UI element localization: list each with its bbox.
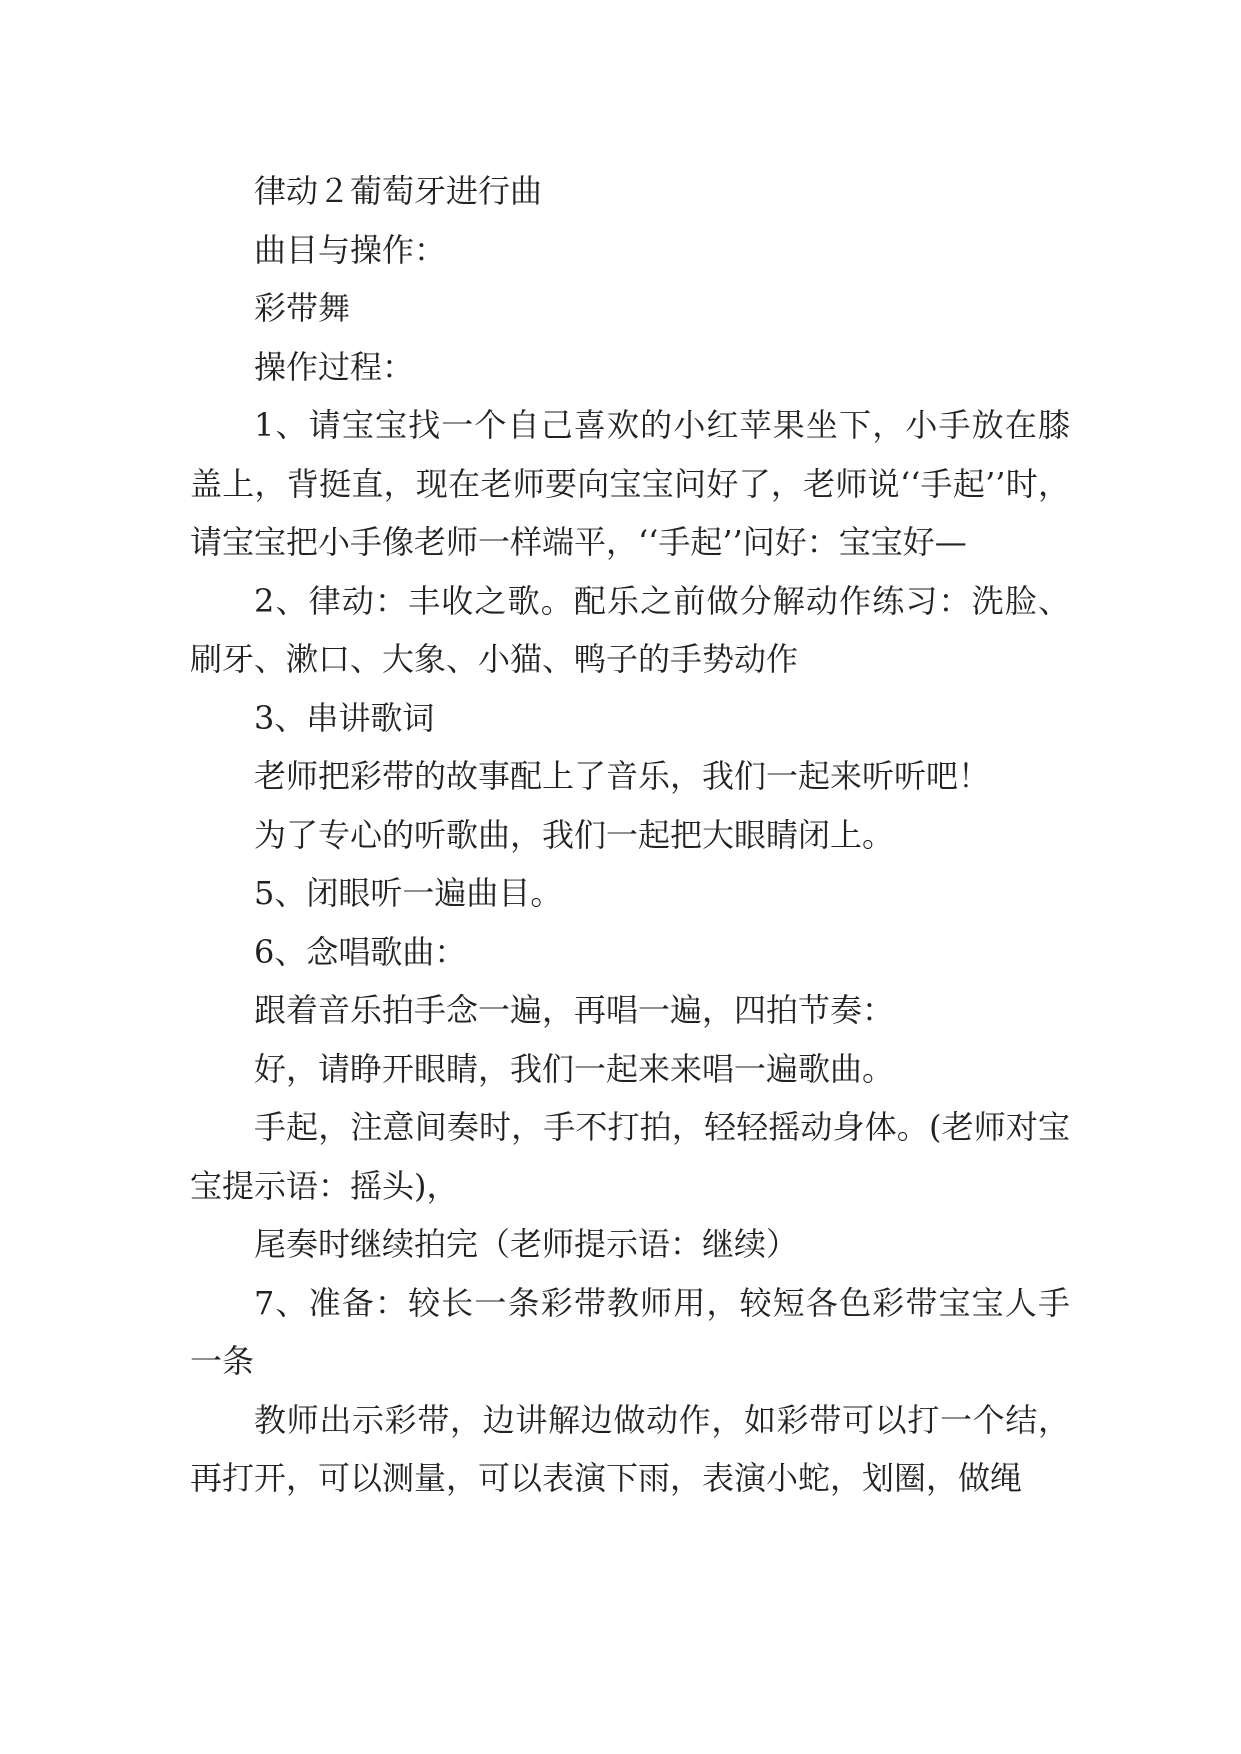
heading-repertoire: 曲目与操作： [254, 230, 447, 269]
document-body [190, 162, 1070, 1508]
paragraph-ribbon-demo: 教师出示彩带，边讲解边做动作，如彩带可以打一个结，再打开，可以测量，可以表演下雨，表演小蛇，划圈，做绳 [190, 1400, 1070, 1497]
paragraph-step-2: 2、律动：丰收之歌。配乐之前做分解动作练习：洗脸、刷牙、漱口、大象、小猫、鸭子的手势动作 [190, 581, 1070, 678]
paragraph-step-7: 7、准备：较长一条彩带教师用，较短各色彩带宝宝人手一条 [190, 1283, 1070, 1380]
heading-title: 律动２葡萄牙进行曲 [254, 172, 543, 210]
paragraph-step-1: 1、请宝宝找一个自己喜欢的小红苹果坐下，小手放在膝盖上，背挺直，现在老师要向宝宝问好了，老师说‘‘手起’’时，请宝宝把小手像老师一样端平，‘‘手起’’问好：宝宝好— [190, 406, 1070, 561]
paragraph-clap-chant: 跟着音乐拍手念一遍，再唱一遍，四拍节奏： [254, 991, 895, 1029]
paragraph-hands-up: 手起，注意间奏时，手不打拍，轻轻摇动身体。(老师对宝宝提示语：摇头)， [190, 1108, 1070, 1205]
heading-procedure: 操作过程： [254, 347, 415, 386]
paragraph-open-eyes: 好，请睁开眼睛，我们一起来来唱一遍歌曲。 [254, 1049, 895, 1088]
paragraph-story: 老师把彩带的故事配上了音乐，我们一起来听听吧！ [254, 757, 991, 795]
heading-ribbon-dance: 彩带舞 [254, 289, 351, 327]
paragraph-outro: 尾奏时继续拍完（老师提示语：继续） [254, 1225, 799, 1263]
paragraph-close-eyes: 为了专心的听歌曲，我们一起把大眼睛闭上。 [254, 815, 895, 854]
paragraph-step-6: 6、念唱歌曲： [254, 932, 467, 971]
paragraph-step-5: 5、闭眼听一遍曲目。 [254, 874, 563, 912]
paragraph-step-3: 3、串讲歌词 [254, 698, 435, 737]
